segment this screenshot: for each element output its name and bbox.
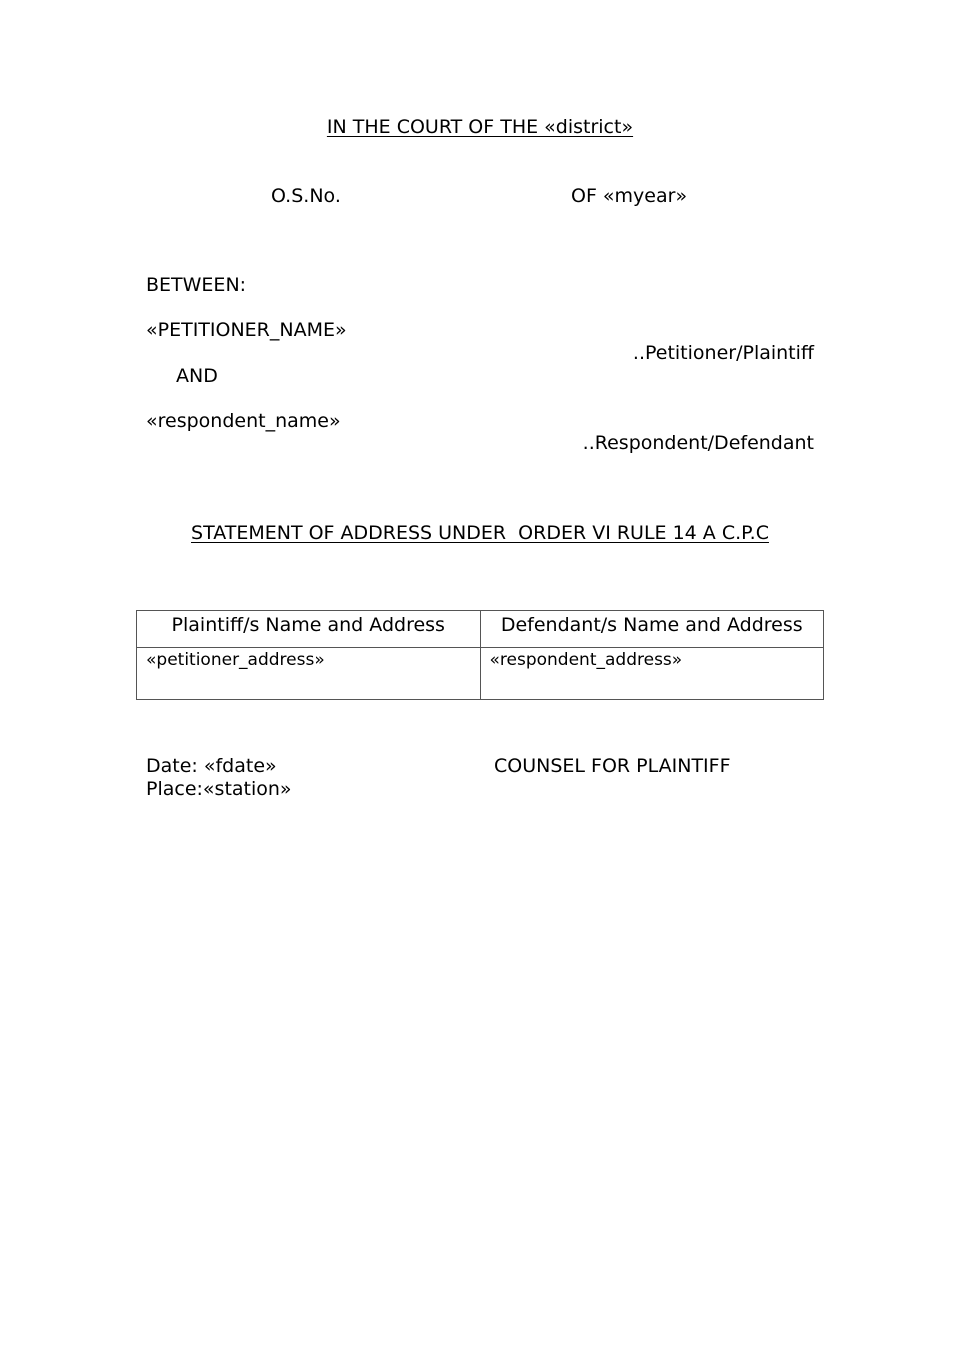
respondent-name: «respondent_name» [146,410,341,432]
os-no-label: O.S.No. [271,185,341,207]
and-label: AND [176,365,218,387]
counsel-label: COUNSEL FOR PLAINTIFF [494,755,731,777]
table-header-row [137,611,824,648]
respondent-role: ..Respondent/Defendant [582,432,814,454]
court-heading: IN THE COURT OF THE «district» [326,116,634,138]
petitioner-name: «PETITIONER_NAME» [146,319,347,341]
petitioner-address: «petitioner_address» [137,648,481,700]
plaintiff-header: Plaintiff/s Name and Address [137,611,481,648]
statement-title: STATEMENT OF ADDRESS UNDER ORDER VI RULE 14 A C.P.C [191,522,769,544]
between-label: BETWEEN: [146,274,247,296]
petitioner-role: ..Petitioner/Plaintiff [632,342,814,364]
respondent-address: «respondent_address» [480,648,824,700]
of-year: OF «myear» [571,185,688,207]
date-line: Date: «fdate» [146,755,277,777]
defendant-header: Defendant/s Name and Address [480,611,824,648]
address-table [136,610,824,700]
table-row [137,648,824,700]
place-line: Place:«station» [146,778,292,800]
